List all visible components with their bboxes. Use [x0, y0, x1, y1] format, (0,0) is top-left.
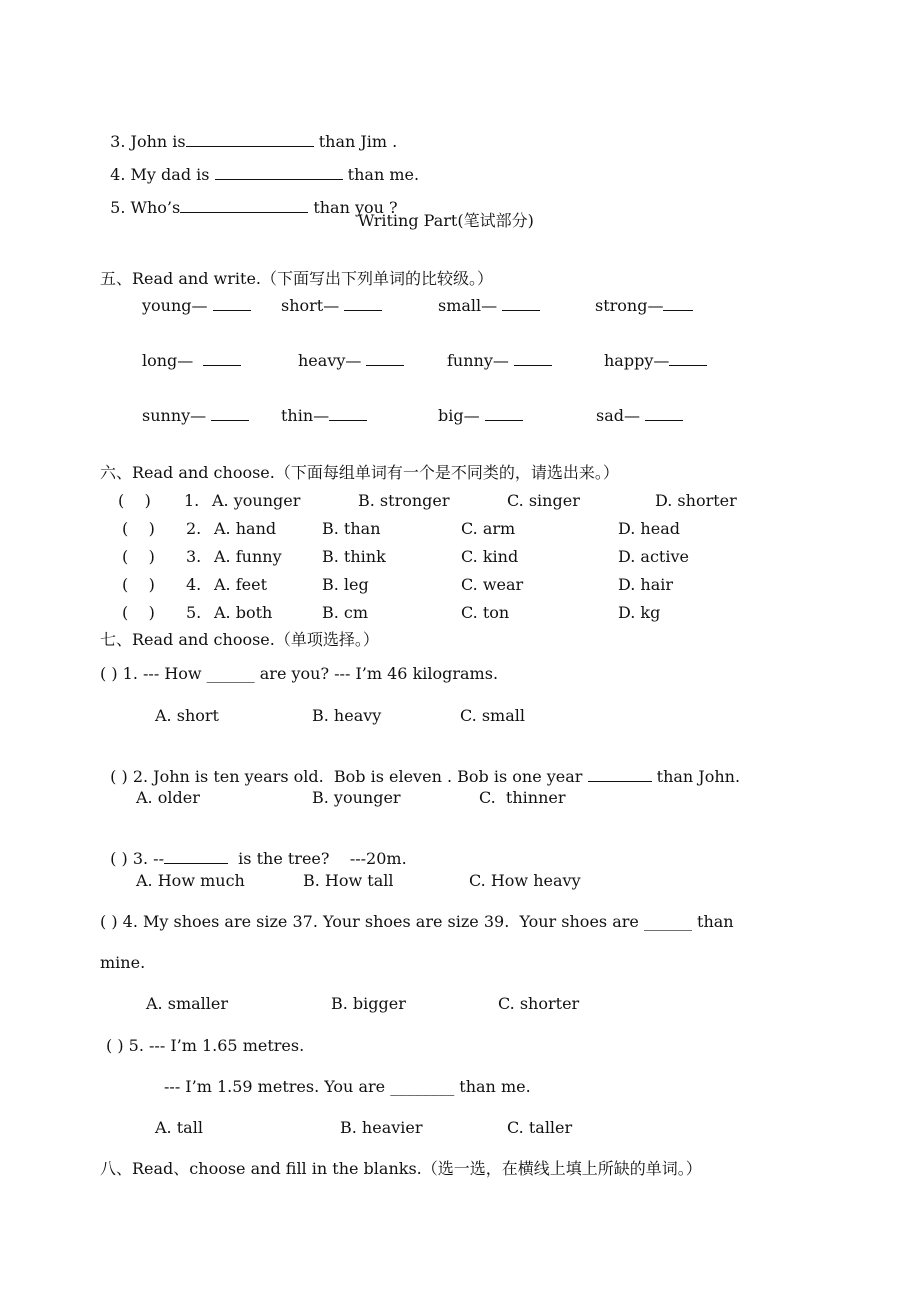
s7-q3-stem: ( ) 3. -- is the tree? ---20m.	[110, 849, 407, 868]
word-heavy: heavy—	[298, 351, 404, 371]
answer-blank[interactable]	[514, 351, 552, 366]
s7-q5-option-b[interactable]: B. heavier	[340, 1118, 423, 1137]
word-long: long—	[142, 351, 241, 371]
word-short: short—	[281, 296, 382, 316]
section-5-heading: 五、Read and write.（下面写出下列单词的比较级。）	[100, 269, 494, 288]
answer-blank[interactable]	[485, 406, 523, 421]
word-sad: sad—	[596, 406, 683, 426]
s7-q3-option-c[interactable]: C. How heavy	[469, 871, 581, 890]
question-4: 4. My dad is than me.	[110, 165, 420, 184]
word-thin: thin—	[281, 406, 367, 426]
s7-q2-option-c[interactable]: C. thinner	[479, 788, 566, 807]
answer-blank[interactable]	[645, 406, 683, 421]
word-sunny: sunny—	[142, 406, 249, 426]
s7-q5-stem: ( ) 5. --- I’m 1.65 metres.	[106, 1036, 305, 1055]
s7-q3-option-b[interactable]: B. How tall	[303, 871, 394, 890]
answer-blank[interactable]	[663, 296, 693, 311]
s7-q4-option-a[interactable]: A. smaller	[146, 994, 228, 1013]
word-strong: strong—	[595, 296, 693, 316]
answer-blank[interactable]	[213, 296, 251, 311]
answer-blank[interactable]	[180, 198, 308, 213]
s7-q5-option-c[interactable]: C. taller	[507, 1118, 573, 1137]
answer-blank[interactable]	[502, 296, 540, 311]
word-big: big—	[438, 406, 523, 426]
section-8-heading: 八、Read、choose and fill in the blanks.（选一选，在横线上填上所缺的单词。）	[100, 1159, 702, 1178]
s7-q4-stem-wrap: mine.	[100, 953, 146, 972]
s7-q5-stem-2: --- I’m 1.59 metres. You are ________ than me.	[164, 1077, 531, 1096]
answer-paren[interactable]: ( )	[122, 547, 155, 566]
s7-q1-option-a[interactable]: A. short	[155, 706, 219, 725]
answer-blank[interactable]	[329, 406, 367, 421]
answer-blank[interactable]	[203, 351, 241, 366]
answer-blank[interactable]	[344, 296, 382, 311]
answer-blank[interactable]	[588, 767, 652, 782]
word-funny: funny—	[447, 351, 552, 371]
s7-q1-option-b[interactable]: B. heavy	[312, 706, 382, 725]
answer-blank[interactable]	[669, 351, 707, 366]
s7-q4-option-c[interactable]: C. shorter	[498, 994, 580, 1013]
s7-q2-stem: ( ) 2. John is ten years old. Bob is eleven . Bob is one year than John.	[110, 767, 741, 786]
question-5: 5. Who’s than you ?	[110, 198, 398, 217]
s7-q2-option-b[interactable]: B. younger	[312, 788, 401, 807]
word-happy: happy—	[604, 351, 707, 371]
answer-blank[interactable]	[366, 351, 404, 366]
answer-paren[interactable]: ( )	[122, 575, 155, 594]
answer-blank[interactable]	[164, 849, 228, 864]
word-young: young—	[142, 296, 251, 316]
s7-q5-option-a[interactable]: A. tall	[155, 1118, 203, 1137]
s7-q1-stem: ( ) 1. --- How ______ are you? --- I’m 46 kilograms.	[100, 664, 499, 683]
section-6-heading: 六、Read and choose.（下面每组单词有一个是不同类的，请选出来。）	[100, 463, 619, 482]
answer-paren[interactable]: ( )	[122, 519, 155, 538]
answer-blank[interactable]	[211, 406, 249, 421]
answer-paren[interactable]: ( )	[118, 491, 151, 510]
writing-part-title: Writing Part(笔试部分)	[358, 211, 534, 230]
s7-q4-stem: ( ) 4. My shoes are size 37. Your shoes are size 39. Your shoes are ______ than	[100, 912, 734, 931]
section-7-heading: 七、Read and choose.（单项选择。）	[100, 630, 379, 649]
word-small: small—	[438, 296, 540, 316]
s7-q3-option-a[interactable]: A. How much	[136, 871, 245, 890]
s7-q1-option-c[interactable]: C. small	[460, 706, 525, 725]
question-3: 3. John is than Jim .	[110, 132, 398, 151]
s7-q4-option-b[interactable]: B. bigger	[331, 994, 406, 1013]
s7-q2-option-a[interactable]: A. older	[136, 788, 200, 807]
answer-paren[interactable]: ( )	[122, 603, 155, 622]
